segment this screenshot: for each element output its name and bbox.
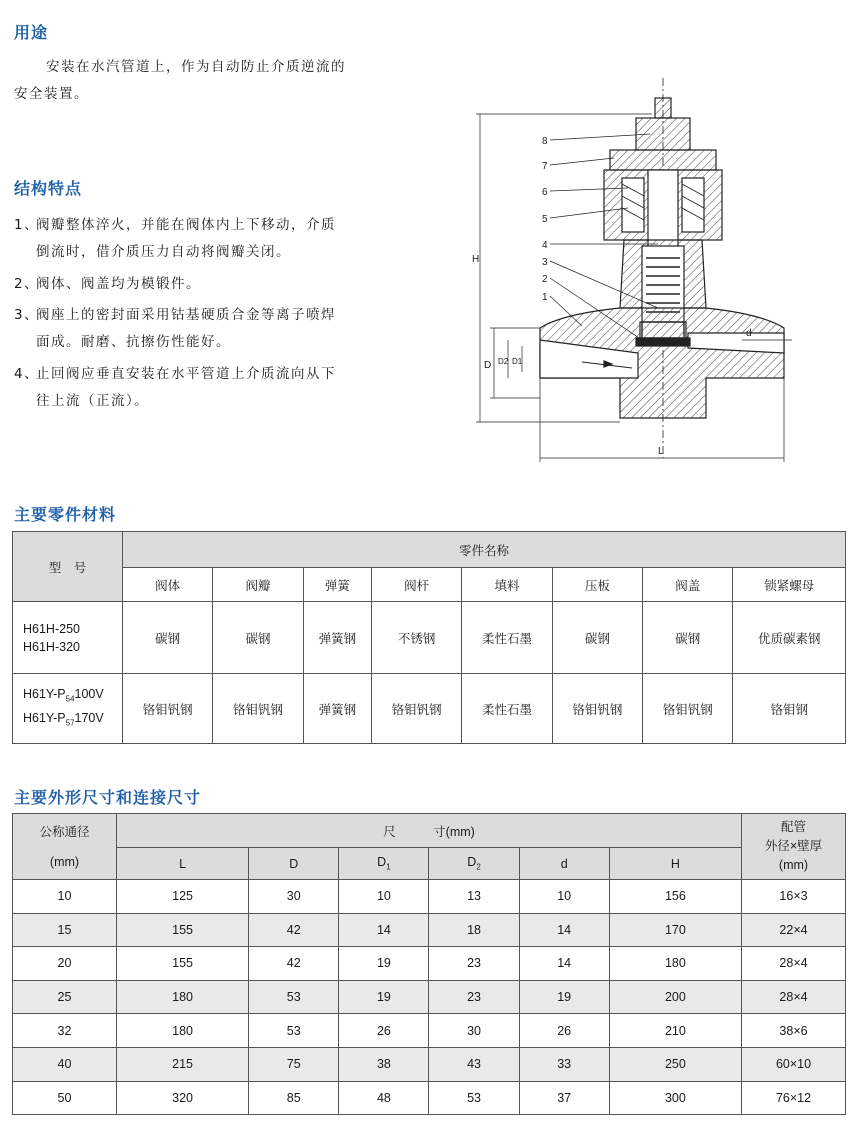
- table-cell: 180: [609, 947, 741, 981]
- features-heading: 结构特点: [14, 179, 83, 198]
- usage-line-1: 安装在水汽管道上，作为自动防止介质逆流的: [46, 59, 346, 75]
- table-cell: 30: [429, 1014, 519, 1048]
- feature-number: 1、: [14, 217, 40, 233]
- model-header: 型 号: [13, 532, 123, 602]
- table-cell: 38×6: [742, 1014, 846, 1048]
- table-cell: 75: [249, 1047, 339, 1081]
- table-cell: 柔性石墨: [462, 602, 552, 674]
- table-row: [13, 913, 846, 947]
- materials-heading: 主要零件材料: [14, 505, 117, 524]
- table-cell: 23: [429, 947, 519, 981]
- model-name: H61H-250: [23, 621, 80, 636]
- table-cell: 14: [339, 913, 429, 947]
- table-cell: 250: [609, 1047, 741, 1081]
- table-cell: 180: [117, 980, 249, 1014]
- part-label: 6: [542, 187, 548, 198]
- pipe-header: 配管 外径×壁厚 (mm): [742, 814, 846, 880]
- table-cell: 碳钢: [643, 602, 733, 674]
- column-header: L: [117, 848, 249, 880]
- table-cell: 170: [609, 913, 741, 947]
- table-cell: 32: [13, 1014, 117, 1048]
- feature-text-cont: 倒流时，借介质压力自动将阀瓣关闭。: [36, 244, 291, 260]
- table-cell: 20: [13, 947, 117, 981]
- table-cell: 85: [249, 1081, 339, 1115]
- part-label: 2: [542, 274, 548, 285]
- table-cell: 28×4: [742, 980, 846, 1014]
- table-row: [13, 1047, 846, 1081]
- table-cell: 18: [429, 913, 519, 947]
- feature-text: 阀瓣整体淬火，并能在阀体内上下移动，介质: [36, 217, 336, 233]
- part-label: 3: [542, 257, 548, 268]
- model-cell: [13, 674, 123, 744]
- part-number-labels: [542, 136, 548, 303]
- table-cell: 铬钼钒钢: [123, 674, 213, 744]
- column-header: 锁紧螺母: [733, 568, 846, 602]
- table-cell: 弹簧钢: [303, 602, 371, 674]
- table-cell: 200: [609, 980, 741, 1014]
- table-cell: 14: [519, 947, 609, 981]
- table-cell: 22×4: [742, 913, 846, 947]
- valve-disc: [642, 322, 684, 338]
- table-cell: 23: [429, 980, 519, 1014]
- table-cell: 40: [13, 1047, 117, 1081]
- table-cell: 215: [117, 1047, 249, 1081]
- materials-table: [12, 531, 846, 744]
- table-cell: 铬钼钒钢: [552, 674, 642, 744]
- table-row: [13, 880, 846, 914]
- table-cell: 碳钢: [213, 602, 303, 674]
- dim-label-H: H: [472, 254, 480, 265]
- table-cell: 28×4: [742, 947, 846, 981]
- column-header: D: [249, 848, 339, 880]
- column-header: 阀瓣: [213, 568, 303, 602]
- table-cell: 铬钼钒钢: [213, 674, 303, 744]
- usage-heading: 用途: [14, 23, 49, 42]
- feature-number: 2、: [14, 276, 40, 292]
- dim-label-D: D: [484, 360, 492, 371]
- feature-text-cont: 往上流（正流）。: [36, 393, 150, 409]
- column-header: 阀杆: [371, 568, 461, 602]
- table-cell: 25: [13, 980, 117, 1014]
- table-cell: 76×12: [742, 1081, 846, 1115]
- usage-line-2: 安全装置。: [14, 86, 89, 102]
- table-cell: 42: [249, 913, 339, 947]
- feature-text: 阀体、阀盖均为模锻件。: [36, 276, 201, 292]
- table-cell: 优质碳素钢: [733, 602, 846, 674]
- table-cell: 155: [117, 947, 249, 981]
- table-row: [13, 602, 846, 674]
- table-cell: 碳钢: [123, 602, 213, 674]
- table-cell: 125: [117, 880, 249, 914]
- table-cell: 铬钼钢: [733, 674, 846, 744]
- part-label: 4: [542, 240, 548, 251]
- table-cell: 15: [13, 913, 117, 947]
- table-cell: 156: [609, 880, 741, 914]
- table-cell: 柔性石墨: [462, 674, 552, 744]
- feature-number: 3、: [14, 307, 40, 323]
- table-cell: 53: [249, 980, 339, 1014]
- dim-label-D2: D2: [498, 357, 509, 366]
- table-cell: 30: [249, 880, 339, 914]
- part-name-group-header: 零件名称: [123, 532, 846, 568]
- table-cell: 19: [519, 980, 609, 1014]
- column-header: 弹簧: [303, 568, 371, 602]
- model-name: H61H-320: [23, 639, 80, 654]
- column-header: 填料: [462, 568, 552, 602]
- table-cell: 13: [429, 880, 519, 914]
- table-cell: 碳钢: [552, 602, 642, 674]
- seat-ring: [636, 338, 690, 346]
- table-cell: 43: [429, 1047, 519, 1081]
- dimensions-heading: 主要外形尺寸和连接尺寸: [14, 788, 202, 807]
- column-header: H: [609, 848, 741, 880]
- table-cell: 48: [339, 1081, 429, 1115]
- dim-label-D1: D1: [512, 357, 523, 366]
- table-cell: 26: [339, 1014, 429, 1048]
- feature-item-2: [14, 271, 394, 298]
- dimensions-table: [12, 813, 846, 1115]
- table-cell: 14: [519, 913, 609, 947]
- table-cell: 26: [519, 1014, 609, 1048]
- valve-cross-section-diagram: [462, 78, 802, 468]
- table-row: [13, 1014, 846, 1048]
- table-cell: 300: [609, 1081, 741, 1115]
- table-cell: 155: [117, 913, 249, 947]
- feature-item-1: [14, 212, 394, 266]
- table-row: [13, 947, 846, 981]
- table-cell: 铬钼钒钢: [371, 674, 461, 744]
- column-header: $D_2$: [429, 848, 519, 880]
- table-cell: 38: [339, 1047, 429, 1081]
- table-cell: 弹簧钢: [303, 674, 371, 744]
- column-header: 阀体: [123, 568, 213, 602]
- table-row: [13, 674, 846, 744]
- part-label: 7: [542, 161, 548, 172]
- table-cell: 60×10: [742, 1047, 846, 1081]
- table-cell: 210: [609, 1014, 741, 1048]
- table-cell: 320: [117, 1081, 249, 1115]
- dim-label-d: d: [746, 328, 752, 339]
- table-cell: 53: [429, 1081, 519, 1115]
- table-cell: 10: [339, 880, 429, 914]
- size-group-header: 尺 寸(mm): [117, 814, 742, 848]
- table-cell: 180: [117, 1014, 249, 1048]
- table-row: [13, 980, 846, 1014]
- part-label: 1: [542, 292, 548, 303]
- column-header: d: [519, 848, 609, 880]
- press-plate: [610, 150, 716, 170]
- model-cell: [13, 602, 123, 674]
- part-label: 5: [542, 214, 548, 225]
- table-cell: 不锈钢: [371, 602, 461, 674]
- feature-text-cont: 面成。耐磨、抗擦伤性能好。: [36, 334, 231, 350]
- table-cell: 16×3: [742, 880, 846, 914]
- table-cell: 53: [249, 1014, 339, 1048]
- column-header: $D_1$: [339, 848, 429, 880]
- column-header: 阀盖: [643, 568, 733, 602]
- table-cell: 50: [13, 1081, 117, 1115]
- feature-text: 阀座上的密封面采用钴基硬质合金等离子喷焊: [36, 307, 336, 323]
- table-cell: 19: [339, 980, 429, 1014]
- table-cell: 10: [519, 880, 609, 914]
- feature-number: 4、: [14, 366, 40, 382]
- part-label: 8: [542, 136, 548, 147]
- table-cell: 42: [249, 947, 339, 981]
- table-cell: 10: [13, 880, 117, 914]
- lock-nut: [636, 118, 690, 150]
- table-cell: 铬钼钒钢: [643, 674, 733, 744]
- table-cell: 37: [519, 1081, 609, 1115]
- nominal-diameter-header: 公称通径 (mm): [13, 814, 117, 880]
- table-row: [13, 1081, 846, 1115]
- table-cell: 19: [339, 947, 429, 981]
- model-name: $H61Y-P_{57}170V$: [23, 710, 104, 727]
- dim-label-L: L: [658, 446, 664, 457]
- feature-item-3: [14, 302, 394, 356]
- feature-text: 止回阀应垂直安装在水平管道上介质流向从下: [36, 366, 336, 382]
- column-header: 压板: [552, 568, 642, 602]
- model-name: $H61Y-P_{54}100V$: [23, 687, 104, 704]
- feature-item-4: [14, 361, 394, 415]
- table-cell: 33: [519, 1047, 609, 1081]
